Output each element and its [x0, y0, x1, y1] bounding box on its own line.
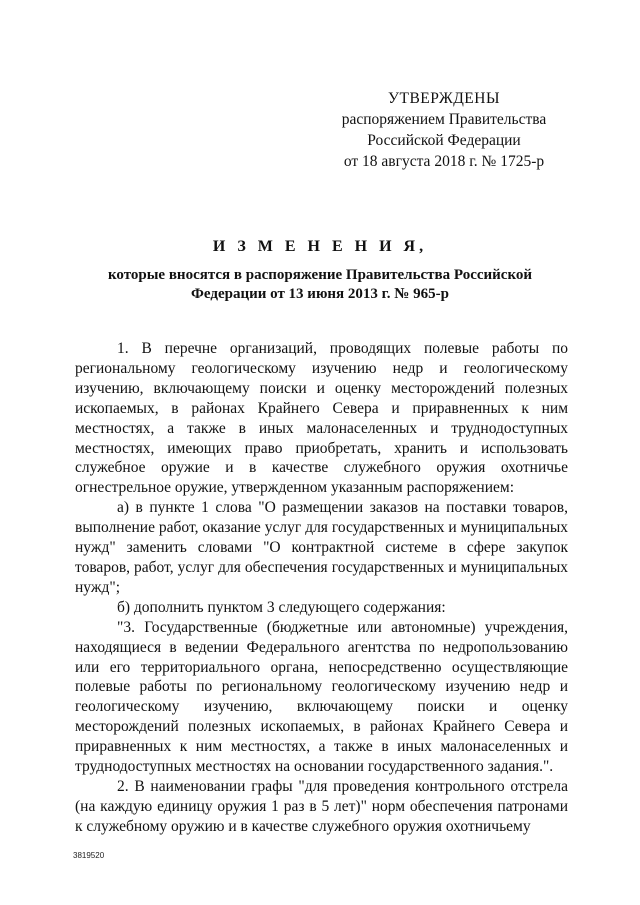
- paragraph-item-1: 1. В перечне организаций, проводящих полевые работы по региональному геологическому изучению недр и геологическому изучению, включающему поиски и оценку месторождений полезных ископаемых, в районах Крайнего Севера и приравненных к ним местностях, а также в иных малонаселенных и труднодоступных местностях, имеющих право приобретать, хранить и использовать служебное оружие и в качестве служебного оружия охотничье огнестрельное оружие, утвержденном указанным распоряжением:: [75, 340, 568, 497]
- approval-line-2: Российской Федерации: [367, 132, 521, 149]
- heading-title: И З М Е Н Е Н И Я,: [212, 238, 428, 255]
- paragraph-subitem-b: б) дополнить пунктом 3 следующего содержания:: [117, 598, 446, 616]
- approval-line-1: распоряжением Правительства: [341, 111, 547, 128]
- paragraph-item-2: 2. В наименовании графы "для проведения контрольного отстрела (на каждую единицу оружия 1 раз в 5 лет)" норм обеспечения патронами к служебному оружию и в качестве служебного оружия охотничьему: [75, 777, 568, 835]
- approval-block: [320, 88, 568, 172]
- document-heading: [72, 236, 568, 304]
- paragraph-subitem-a: а) в пункте 1 слова "О размещении заказов на поставки товаров, выполнение работ, оказание услуг для государственных и муниципальных нужд" заменить словами "О контрактной системе в сфере закупок товаров, работ, услуг для обеспечения государственных и муниципальных нужд";: [75, 499, 568, 596]
- heading-subtitle-line-1: которые вносятся в распоряжение Правительства Российской: [107, 267, 533, 283]
- document-body: [75, 339, 568, 837]
- approval-date-number: от 18 августа 2018 г. № 1725-р: [343, 153, 545, 170]
- heading-subtitle-line-2: Федерации от 13 июня 2013 г. № 965-р: [191, 286, 449, 302]
- paragraph-new-point-3: "3. Государственные (бюджетные или автономные) учреждения, находящиеся в ведении Федерального агентства по недропользованию или его территориального органа, непосредственно осуществляющие полевые работы по региональному геологическому изучению недр и геологическому изучению, включающему поиски и оценку месторождений полезных ископаемых, в районах Крайнего Севера и приравненных к ним местностях, а также в иных малонаселенных и труднодоступных местностях на основании государственного задания.".: [75, 618, 568, 776]
- approval-title: УТВЕРЖДЕНЫ: [388, 90, 500, 107]
- document-number: 3819520: [73, 851, 105, 860]
